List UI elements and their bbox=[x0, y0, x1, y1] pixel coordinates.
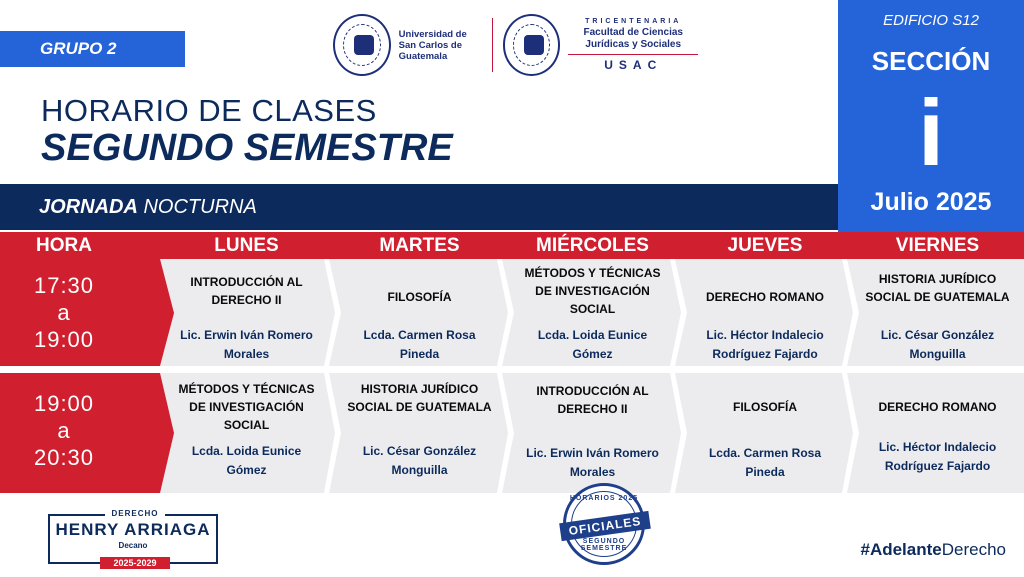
header-lunes: LUNES bbox=[214, 235, 279, 256]
class-cell bbox=[851, 259, 1024, 366]
institution-logos bbox=[333, 10, 698, 80]
section-box bbox=[838, 0, 1024, 232]
subject-name: INTRODUCCIÓN AL DERECHO II bbox=[536, 384, 649, 416]
schedule-header bbox=[0, 232, 1024, 259]
time-cell-1: 17:30 a 19:00 bbox=[0, 259, 160, 366]
chevron-divider bbox=[842, 373, 860, 493]
subject-name: HISTORIA JURÍDICO SOCIAL DE GUATEMALA bbox=[347, 382, 492, 414]
section-label: SECCIÓN bbox=[871, 46, 991, 76]
chevron-divider bbox=[324, 373, 342, 493]
subject-name: FILOSOFÍA bbox=[733, 400, 797, 414]
university-name: Universidad de San Carlos de Guatemala bbox=[398, 28, 467, 62]
page-subtitle: SEGUNDO SEMESTRE bbox=[41, 127, 453, 169]
chevron-shape bbox=[497, 373, 514, 493]
class-cell bbox=[679, 259, 851, 366]
teacher-name: Lcda. Loida Eunice Gómez bbox=[537, 328, 648, 361]
section-date: Julio 2025 bbox=[870, 188, 992, 216]
chevron-shape bbox=[670, 259, 687, 366]
building-label: EDIFICIO S12 bbox=[883, 12, 979, 29]
chevron-divider bbox=[670, 259, 688, 366]
class-cell bbox=[851, 373, 1024, 480]
subject-name: MÉTODOS Y TÉCNICAS DE INVESTIGACIÓN SOCIAL bbox=[524, 266, 661, 316]
teacher-name: Lic. Héctor Indalecio Rodríguez Fajardo bbox=[878, 440, 997, 473]
faculty-name: TRICENTENARIA Facultad de Ciencias Jurídicas y Sociales USAC bbox=[568, 18, 698, 72]
section-letter: i bbox=[917, 80, 945, 185]
class-cell bbox=[679, 373, 851, 480]
group-badge: GRUPO 2 bbox=[0, 31, 185, 67]
class-cell bbox=[506, 373, 679, 480]
teacher-name: Lic. César González Monguilla bbox=[880, 328, 995, 361]
chevron-shape bbox=[324, 373, 341, 493]
hashtag: #AdelanteDerecho bbox=[860, 540, 1006, 559]
header-viernes: VIERNES bbox=[895, 235, 980, 256]
subject-name: INTRODUCCIÓN AL DERECHO II bbox=[190, 275, 303, 307]
faculty-seal-icon bbox=[503, 14, 561, 76]
class-cell bbox=[506, 259, 679, 366]
chevron-divider bbox=[670, 373, 688, 493]
dean-logo: DERECHO HENRY ARRIAGA Decano 2025-2029 bbox=[48, 514, 218, 564]
teacher-name: Lcda. Loida Eunice Gómez bbox=[191, 444, 302, 477]
official-stamp: HORARIOS 2025 OFICIALES SEGUNDO SEMESTRE bbox=[563, 483, 645, 565]
chevron-shape bbox=[497, 259, 514, 366]
class-cell bbox=[160, 373, 333, 480]
subject-name: MÉTODOS Y TÉCNICAS DE INVESTIGACIÓN SOCIAL bbox=[178, 382, 315, 432]
subject-name: DERECHO ROMANO bbox=[878, 400, 997, 414]
time-cell-2: 19:00 a 20:30 bbox=[0, 373, 160, 493]
row-divider bbox=[0, 366, 1024, 373]
teacher-name: Lic. Erwin Iván Romero Morales bbox=[526, 446, 659, 479]
header-jueves: JUEVES bbox=[727, 235, 803, 256]
header-hora: HORA bbox=[36, 235, 92, 256]
chevron-shape bbox=[670, 373, 687, 493]
chevron-shape bbox=[842, 373, 859, 493]
chevron-divider bbox=[497, 373, 515, 493]
class-cell bbox=[160, 259, 333, 366]
chevron-divider bbox=[497, 259, 515, 366]
header-martes: MARTES bbox=[379, 235, 460, 256]
university-seal-icon bbox=[333, 14, 391, 76]
subject-name: FILOSOFÍA bbox=[387, 290, 452, 304]
teacher-name: Lic. Erwin Iván Romero Morales bbox=[180, 328, 313, 361]
teacher-name: Lcda. Carmen Rosa Pineda bbox=[363, 328, 476, 361]
page-title: HORARIO DE CLASES bbox=[41, 93, 377, 128]
subject-name: DERECHO ROMANO bbox=[705, 290, 824, 304]
teacher-name: Lcda. Carmen Rosa Pineda bbox=[708, 446, 822, 479]
logo-divider bbox=[492, 18, 493, 72]
chevron-divider bbox=[842, 259, 860, 366]
teacher-name: Lic. César González Monguilla bbox=[362, 444, 477, 477]
class-cell bbox=[333, 259, 506, 366]
class-cell bbox=[333, 373, 506, 480]
teacher-name: Lic. Héctor Indalecio Rodríguez Fajardo bbox=[706, 328, 824, 361]
chevron-divider bbox=[324, 259, 342, 366]
chevron-shape bbox=[842, 259, 859, 366]
jornada-banner: JORNADA NOCTURNA bbox=[0, 184, 838, 230]
subject-name: HISTORIA JURÍDICO SOCIAL DE GUATEMALA bbox=[865, 272, 1010, 304]
chevron-shape bbox=[324, 259, 341, 366]
header-miercoles: MIÉRCOLES bbox=[536, 235, 649, 256]
